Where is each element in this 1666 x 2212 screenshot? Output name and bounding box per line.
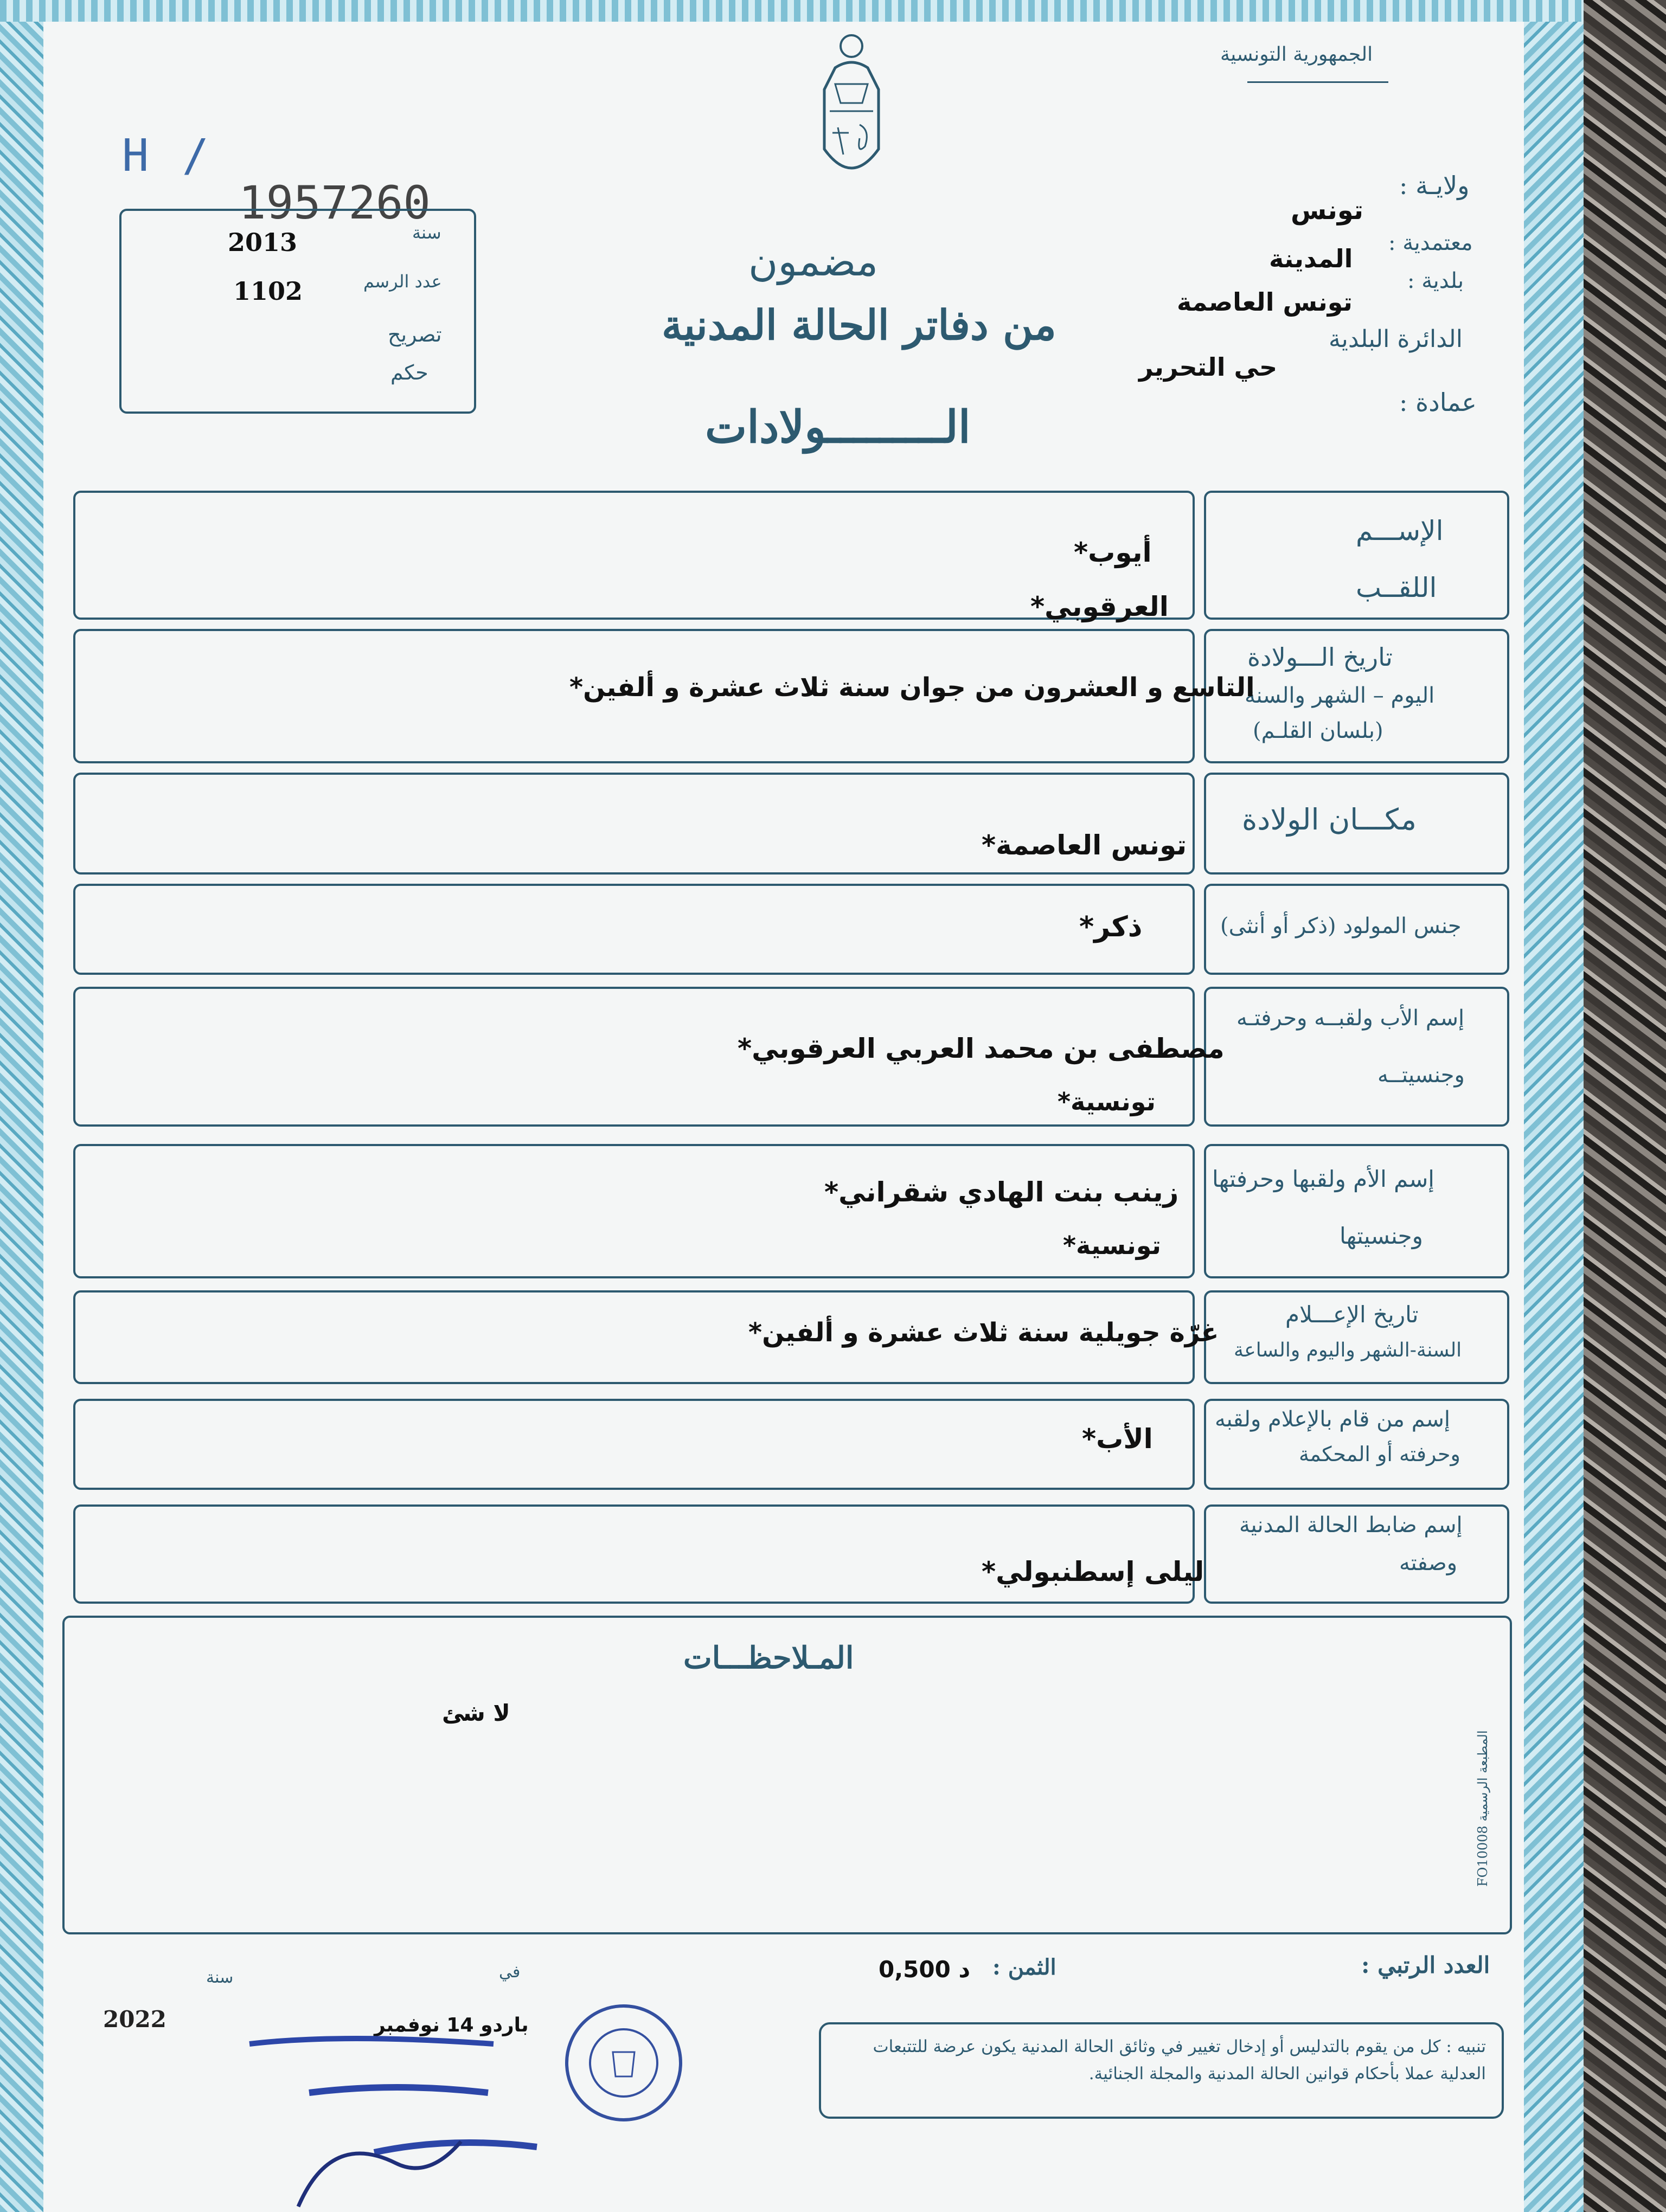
birth-date-label: تاريخ الـــولادة bbox=[1247, 642, 1393, 672]
decorative-border-left bbox=[0, 0, 43, 2212]
officer-label: إسم ضابط الحالة المدنية bbox=[1239, 1513, 1463, 1538]
birth-date-sublabel: اليوم – الشهر والسنة bbox=[1245, 683, 1435, 708]
mother-label-box bbox=[1204, 1144, 1509, 1278]
printer-mark: المطبعة الرسمية FO10008 bbox=[1475, 1730, 1490, 1887]
serial-number-label: العدد الرتبي : bbox=[1361, 1952, 1490, 1978]
mother-value: زينب بنت الهادي شقراني* bbox=[824, 1176, 1179, 1208]
coat-of-arms-icon bbox=[797, 30, 906, 192]
father-label: إسم الأب ولقبــه وحرفتـه bbox=[1236, 1006, 1465, 1031]
registration-number-label: عدد الرسم bbox=[363, 271, 442, 292]
declarant-label: إسم من قام بالإعلام ولقبه bbox=[1215, 1407, 1450, 1432]
wilaya-value: تونس bbox=[1291, 195, 1363, 226]
father-value: مصطفى بن محمد العربي العرقوبي* bbox=[738, 1033, 1225, 1064]
declarant-sublabel: وحرفته أو المحكمة bbox=[1299, 1442, 1460, 1466]
officer-value-box bbox=[73, 1504, 1195, 1604]
first-name-value: أيوب* bbox=[1074, 537, 1152, 568]
baladiya-value: تونس العاصمة bbox=[1177, 287, 1353, 317]
remarks-text: لا شئ bbox=[442, 1700, 510, 1726]
last-name-value: العرقوبي* bbox=[1030, 591, 1169, 622]
birth-place-value: تونس العاصمة* bbox=[982, 829, 1187, 861]
serial-number: 1957260 bbox=[239, 176, 431, 229]
registration-number: 1102 bbox=[233, 276, 303, 306]
officer-value: ليلى إسطنبولي* bbox=[982, 1556, 1204, 1587]
sex-label: جنس المولود (ذكر أو أنثى) bbox=[1220, 914, 1462, 938]
mother-label: إسم الأم ولقبها وحرفتها bbox=[1212, 1166, 1434, 1192]
declaration-date-value: غرّة جويلية سنة ثلاث عشرة و ألفين* bbox=[748, 1317, 1219, 1348]
mutamadiya-label: معتمدية : bbox=[1388, 230, 1473, 255]
document-title: مضمون bbox=[748, 239, 879, 285]
first-name-label: الإســـم bbox=[1356, 515, 1444, 546]
section-title: الـــــــــولادات bbox=[705, 401, 971, 453]
name-value-box bbox=[73, 491, 1195, 620]
mother-value-box bbox=[73, 1144, 1195, 1278]
background-surface bbox=[1574, 0, 1666, 2212]
official-stamp-icon bbox=[233, 2001, 721, 2212]
daira-value: حي التحرير bbox=[1139, 352, 1278, 382]
daira-label: الدائرة البلدية bbox=[1329, 325, 1463, 353]
decorative-border-right bbox=[1524, 0, 1584, 2212]
last-name-label: اللقــب bbox=[1356, 572, 1437, 603]
mother-nationality-value: تونسية* bbox=[1063, 1231, 1161, 1260]
officer-sublabel: وصفته bbox=[1399, 1551, 1458, 1576]
declaration-label: تصريح bbox=[388, 323, 442, 346]
sex-value-box bbox=[73, 884, 1195, 975]
father-nationality-value: تونسية* bbox=[1058, 1087, 1156, 1116]
father-nationality-label: وجنسيتــه bbox=[1377, 1063, 1465, 1088]
baladiya-label: بلدية : bbox=[1407, 268, 1464, 293]
legal-notice: تنبيه : كل من يقوم بالتدليس أو إدخال تغيير في وثائق الحالة المدنية يكون عرضة للتتبعات العدلية عملا بأحكام قوانين الحالة المدنية والمجلة الجنائية. bbox=[873, 2037, 1486, 2084]
issue-year: 2022 bbox=[103, 2006, 166, 2033]
declarant-value: الأب* bbox=[1082, 1423, 1153, 1455]
stamp-code: H / bbox=[122, 130, 213, 182]
birth-place-label: مكـــان الولادة bbox=[1242, 802, 1417, 837]
price-label: الثمن : bbox=[992, 1954, 1056, 1980]
judgment-label: حكم bbox=[390, 361, 428, 384]
header-underline bbox=[1247, 81, 1388, 83]
wilaya-label: ولايـة : bbox=[1399, 171, 1470, 200]
issue-date: باردو 14 نوفمبر bbox=[374, 2014, 529, 2036]
republic-label: الجمهورية التونسية bbox=[1220, 43, 1373, 66]
year-label: سنة bbox=[412, 222, 441, 243]
sex-value: ذكر* bbox=[1079, 911, 1143, 943]
remarks-title: المـلاحظـــات bbox=[683, 1640, 854, 1676]
declarant-value-box bbox=[73, 1399, 1195, 1490]
issue-year-label: سنة bbox=[206, 1968, 234, 1987]
mutamadiya-value: المدينة bbox=[1269, 244, 1353, 273]
birth-date-note: (بلسان القلـم) bbox=[1253, 718, 1383, 743]
imada-label: عمادة : bbox=[1399, 388, 1477, 417]
declaration-date-label: تاريخ الإعـــلام bbox=[1285, 1301, 1419, 1328]
birth-date-value: التاسع و العشرون من جوان سنة ثلاث عشرة و ألفين* bbox=[569, 672, 1255, 703]
decorative-border-top bbox=[0, 0, 1584, 22]
document-subtitle: من دفاتر الحالة المدنية bbox=[662, 301, 1056, 349]
registration-year: 2013 bbox=[228, 228, 298, 257]
price-value: 0,500 د bbox=[879, 1956, 971, 1983]
mother-nationality-label: وجنسيتها bbox=[1340, 1223, 1423, 1249]
issue-in-label: في bbox=[499, 1963, 521, 1982]
declaration-date-sublabel: السنة-الشهر واليوم والساعة bbox=[1234, 1339, 1462, 1361]
